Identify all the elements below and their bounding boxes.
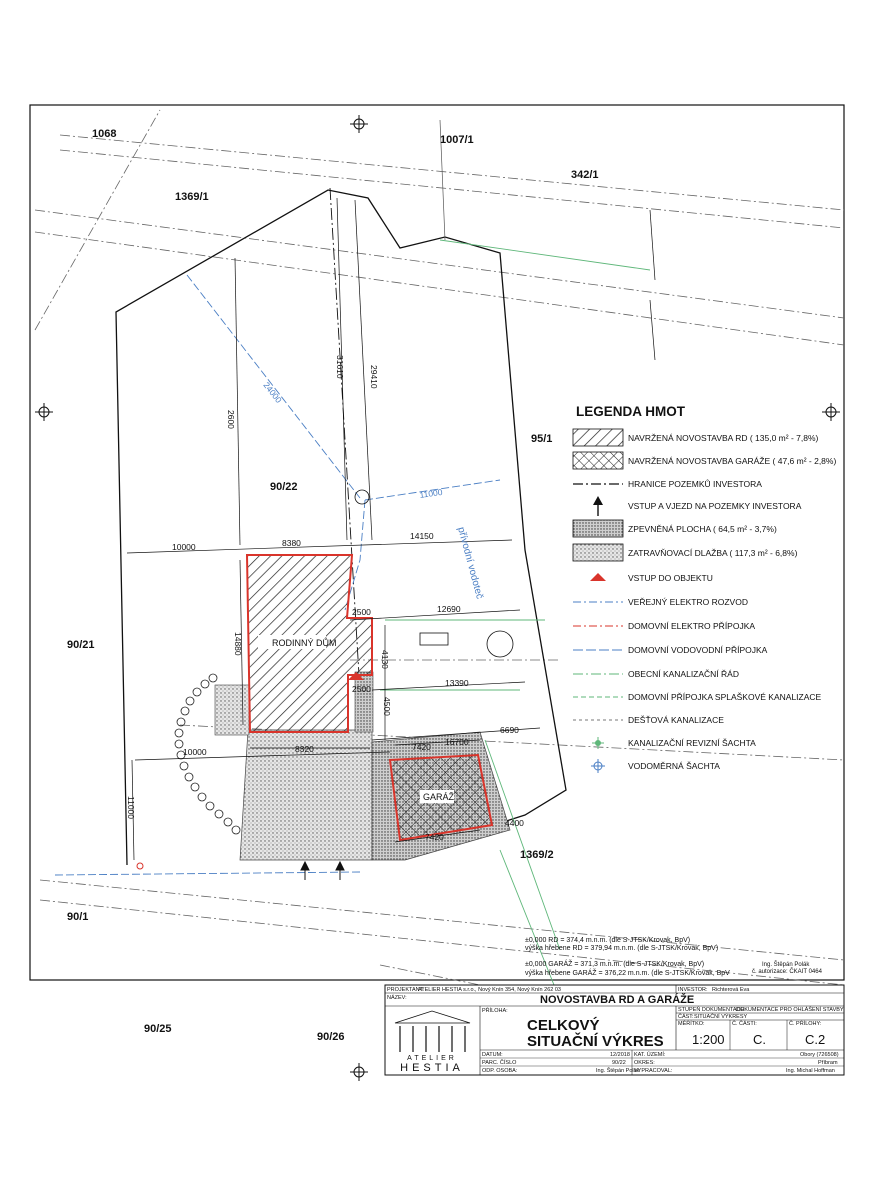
tb-cast: SITUAČNÍ VÝKRESY bbox=[694, 1014, 748, 1020]
stamp-name: Ing. Štěpán Polák bbox=[762, 962, 810, 968]
tb-priloha-1: CELKOVÝ bbox=[527, 1017, 600, 1034]
dim-11000b: 11000 bbox=[126, 796, 136, 820]
tb-investor: Richterová Eva bbox=[712, 987, 750, 993]
legend-item-6: ZATRAVŇOVACÍ DLAŽBA ( 117,3 m² - 6,8%) bbox=[628, 548, 798, 558]
legend-item-12: DOMOVNÍ PŘÍPOJKA SPLAŠKOVÉ KANALIZACE bbox=[628, 692, 822, 702]
legend-item-11: OBECNÍ KANALIZAČNÍ ŘÁD bbox=[628, 669, 739, 679]
garage-label: GARÁŽ bbox=[423, 792, 455, 802]
dim-2500b: 2500 bbox=[352, 684, 371, 694]
dim-12690: 12690 bbox=[437, 604, 461, 614]
elevation-rd-1: ±0,000 RD = 374,4 m.n.m. (dle S-JTSK/Krovak, BpV) bbox=[525, 937, 691, 944]
dim-7420a: 7420 bbox=[412, 742, 431, 752]
tb-stupen-label: STUPEŇ DOKUMENTACE: bbox=[678, 1007, 746, 1013]
dim-4500: 4500 bbox=[382, 697, 392, 716]
dim-24000: 24000 bbox=[261, 380, 284, 405]
legend-swatch-garage bbox=[573, 452, 623, 469]
dim-14880: 14880 bbox=[233, 632, 243, 656]
parcel-90-26: 90/26 bbox=[317, 1031, 345, 1043]
legend-item-9: DOMOVNÍ ELEKTRO PŘÍPOJKA bbox=[628, 621, 756, 631]
elevation-notes bbox=[525, 937, 730, 977]
tb-odp: Ing. Štěpán Polák bbox=[596, 1068, 640, 1074]
legend-swatch-paved bbox=[573, 520, 623, 537]
legend-swatch-grass bbox=[573, 544, 623, 561]
elevation-garage-2: výška hřebene GARÁŽ = 376,22 m.n.m. (dle S-JTSK/Krovak, BpV bbox=[525, 970, 730, 977]
dim-10000a: 10000 bbox=[172, 542, 196, 552]
tb-priloha-label: PŘÍLOHA: bbox=[482, 1008, 508, 1014]
tb-projektant-label: PROJEKTANT: bbox=[387, 987, 424, 993]
legend-item-13: DEŠŤOVÁ KANALIZACE bbox=[628, 715, 724, 725]
dim-16700: 16700 bbox=[445, 737, 469, 747]
tb-okres: Příbram bbox=[818, 1060, 838, 1066]
parcel-342-1: 342/1 bbox=[571, 169, 599, 181]
legend-item-14: KANALIZAČNÍ REVIZNÍ ŠACHTA bbox=[628, 738, 756, 748]
legend-item-2: NAVRŽENÁ NOVOSTAVBA GARÁŽE ( 47,6 m² - 2,8%) bbox=[628, 456, 837, 466]
tb-datum-label: DATUM: bbox=[482, 1052, 503, 1058]
tb-investor-label: INVESTOR: bbox=[678, 987, 708, 993]
parcel-90-25: 90/25 bbox=[144, 1023, 172, 1035]
dim-8380: 8380 bbox=[282, 538, 301, 548]
dim-4130: 4130 bbox=[380, 650, 390, 669]
engineer-stamp bbox=[752, 961, 823, 975]
tb-datum: 12/2018 bbox=[610, 1052, 630, 1058]
tb-vyprac-label: VYPRACOVAL: bbox=[634, 1068, 673, 1074]
dim-11000a: 11000 bbox=[418, 486, 444, 500]
legend-item-1: NAVRŽENÁ NOVOSTAVBA RD ( 135,0 m² - 7,8%) bbox=[628, 433, 819, 443]
tb-nazev-label: NÁZEV: bbox=[387, 995, 407, 1001]
parcel-1007-1: 1007/1 bbox=[440, 134, 474, 146]
dim-10000b: 10000 bbox=[183, 747, 207, 757]
logo-hestia: HESTIA bbox=[400, 1062, 464, 1074]
parcel-90-1: 90/1 bbox=[67, 911, 89, 923]
parcel-90-22: 90/22 bbox=[270, 481, 298, 493]
dim-8320: 8320 bbox=[295, 744, 314, 754]
parcel-90-21: 90/21 bbox=[67, 639, 95, 651]
parcel-1068: 1068 bbox=[92, 128, 117, 140]
elevation-rd-2: výška hřebene RD = 379,94 m.n.m. (dle S-JTSK/Krovak, BpV) bbox=[525, 945, 719, 952]
stamp-auth: č. autorizace: ČKAIT 0464 bbox=[752, 969, 822, 975]
tb-okres-label: OKRES: bbox=[634, 1060, 655, 1066]
legend-entry-arrow-icon bbox=[593, 496, 603, 516]
dim-31610: 31610 bbox=[335, 355, 345, 379]
tb-c-casti-label: Č. ČÁSTI: bbox=[732, 1021, 757, 1027]
legend-title: LEGENDA HMOT bbox=[576, 404, 685, 419]
parcel-1369-1: 1369/1 bbox=[175, 191, 209, 203]
dim-13390: 13390 bbox=[445, 678, 469, 688]
legend-item-4: VSTUP A VJEZD NA POZEMKY INVESTORA bbox=[628, 501, 802, 511]
tb-meritko: 1:200 bbox=[692, 1032, 725, 1047]
dim-29410: 29410 bbox=[369, 365, 379, 389]
dim-2500a: 2500 bbox=[352, 607, 371, 617]
tb-kat-label: KAT. ÚZEMÍ: bbox=[634, 1052, 666, 1058]
title-block bbox=[385, 985, 844, 1075]
tb-priloha-2: SITUAČNÍ VÝKRES bbox=[527, 1033, 664, 1050]
parcel-95-1: 95/1 bbox=[531, 433, 553, 445]
legend-swatch-rd bbox=[573, 429, 623, 446]
tb-cast-label: ČÁST: bbox=[678, 1014, 694, 1020]
tb-kat: Obory (726508) bbox=[800, 1052, 839, 1058]
legend-entry-triangle-icon bbox=[590, 573, 606, 581]
house-label: RODINNÝ DŮM bbox=[272, 638, 337, 648]
tb-nazev: NOVOSTAVBA RD A GARÁŽE bbox=[540, 994, 695, 1006]
legend bbox=[573, 404, 836, 773]
dim-6690: 6690 bbox=[500, 725, 519, 735]
logo-atelier: ATELIER bbox=[407, 1055, 457, 1062]
tb-odp-label: ODP. OSOBA: bbox=[482, 1068, 518, 1074]
tb-parc-label: PARC. ČÍSLO bbox=[482, 1060, 517, 1066]
legend-item-5: ZPEVNĚNÁ PLOCHA ( 64,5 m² - 3,7%) bbox=[628, 524, 777, 534]
tb-meritko-label: MĚŘÍTKO: bbox=[678, 1021, 705, 1027]
water-course-label: přívodní vodoteč bbox=[455, 525, 485, 601]
dim-2600: 2600 bbox=[226, 410, 236, 429]
elevation-garage-1: ±0,000 GARÁŽ = 371,3 m.n.m. (dle S-JTSK/Krovak, BpV) bbox=[525, 961, 705, 968]
tb-stupen: DOKUMENTACE PRO OHLÁŠENÍ STAVBY bbox=[736, 1007, 844, 1013]
legend-item-3: HRANICE POZEMKŮ INVESTORA bbox=[628, 479, 762, 489]
legend-item-10: DOMOVNÍ VODOVODNÍ PŘÍPOJKA bbox=[628, 645, 768, 655]
dim-7420b: 7420 bbox=[425, 832, 444, 842]
legend-item-15: VODOMĚRNÁ ŠACHTA bbox=[628, 761, 720, 771]
tb-projektant: ATELIER HESTIA s.r.o., Nový Knín 354, Nový Knín 262 03 bbox=[418, 987, 561, 993]
legend-item-7: VSTUP DO OBJEKTU bbox=[628, 573, 713, 583]
legend-sewer-shaft-icon bbox=[592, 737, 604, 749]
tb-c-prilohy: C.2 bbox=[805, 1032, 826, 1047]
tb-vyprac: Ing. Michal Hoffman bbox=[786, 1068, 835, 1074]
tb-parc: 90/22 bbox=[612, 1060, 626, 1066]
legend-water-meter-icon bbox=[591, 759, 605, 773]
dim-4400: 4400 bbox=[505, 818, 524, 828]
tb-c-casti: C. bbox=[753, 1032, 766, 1047]
tb-c-prilohy-label: Č. PŘÍLOHY: bbox=[789, 1021, 822, 1027]
parcel-1369-2: 1369/2 bbox=[520, 849, 554, 861]
dim-14150: 14150 bbox=[410, 531, 434, 541]
legend-item-8: VEŘEJNÝ ELEKTRO ROZVOD bbox=[628, 597, 748, 607]
